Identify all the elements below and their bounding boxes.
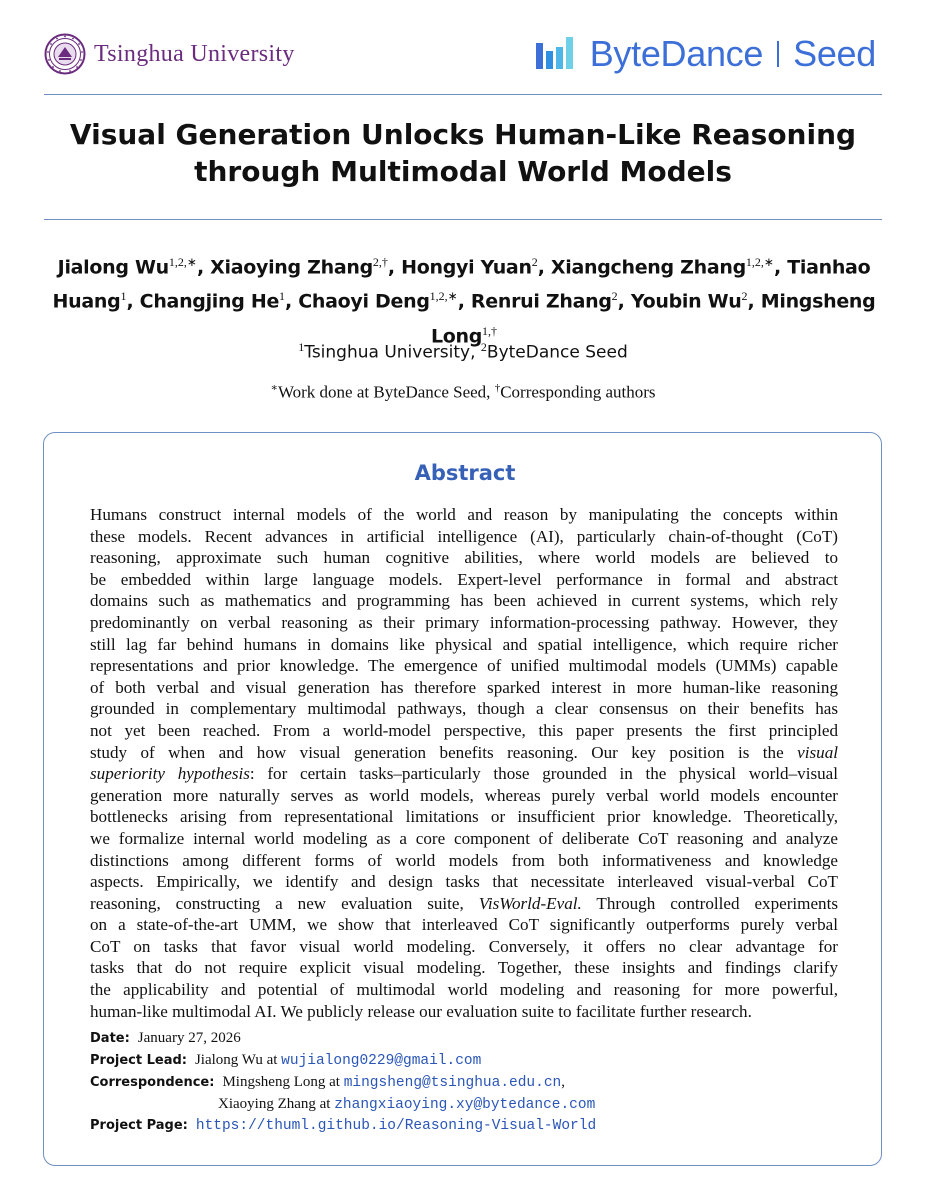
abstract-text: Through controlled experiments — [596, 893, 839, 913]
suite-name: VisWorld-Eval. — [478, 893, 582, 913]
corr1-email-link[interactable]: mingsheng@tsinghua.edu.cn — [343, 1075, 562, 1091]
abstract-text: : for certain tasks–particularly those grounded in the physical world–visual — [249, 764, 838, 784]
paper-title — [44, 116, 882, 190]
affil-name: Tsinghua University — [304, 342, 471, 363]
author-sup: 1 — [279, 289, 286, 304]
title-line-1: Visual Generation Unlocks Human-Like Reasoning — [69, 118, 857, 151]
seed-name: Seed — [793, 33, 876, 74]
lead-row — [90, 1049, 850, 1071]
abstract-body — [90, 504, 838, 1022]
tsinghua-seal-icon — [44, 33, 86, 75]
note-mark: † — [494, 382, 501, 394]
abstract-line: reasoning, approximate such human cognitive abilities, where world models are believed to — [90, 548, 838, 568]
date-value: January 27, 2026 — [137, 1030, 241, 1046]
author-sup: 1,2,∗ — [745, 255, 774, 269]
logo-divider — [777, 41, 779, 67]
abstract-emphasis: visual — [797, 742, 838, 762]
page-header — [44, 28, 882, 78]
abstract-line: generation more naturally serves as world models, whereas purely verbal world models encounter — [90, 785, 838, 805]
project-page-label: Project Page: — [90, 1118, 188, 1133]
abstract-line: the applicability and potential of multimodal world modeling and reasoning for more powerful, — [90, 980, 838, 1000]
abstract-line: representations and prior knowledge. The emergence of unified multimodal models (UMMs) capable — [90, 656, 838, 676]
corr1-name: Mingsheng Long at — [222, 1074, 340, 1090]
note-mark: ∗ — [270, 382, 278, 394]
author-name: Renrui Zhang — [470, 290, 612, 313]
abstract-line: we formalize internal world modeling as a core component of deliberate CoT reasoning and analyze — [90, 828, 838, 848]
abstract-line: domains such as mathematics and programming has been achieved in current systems, which rely — [90, 591, 838, 611]
abstract-line: predominantly on verbal reasoning as their primary information-processing pathway. However, they — [90, 612, 838, 632]
tsinghua-logo — [44, 33, 295, 75]
abstract-line: not yet been reached. From a world-model perspective, this paper presents the first principled — [90, 720, 838, 740]
author-name-part: Huang — [52, 290, 121, 313]
author-name: Xiaoying Zhang — [210, 256, 373, 279]
author-notes — [44, 381, 882, 403]
author-name: Jialong Wu — [57, 256, 169, 279]
abstract-line — [90, 893, 838, 915]
author-line-2: Huang$^1$, Changjing He$^1$, Chaoyi Deng$^{1,2,∗}$, Renrui Zhang$^2$, Youbin Wu$^2$, Mingsheng — [52, 289, 876, 313]
author-sup: 2 — [611, 289, 618, 304]
abstract-line: still lag far behind humans in domains like physical and spatial intelligence, which require richer — [90, 634, 838, 654]
date-label: Date: — [90, 1031, 130, 1046]
lead-name: Jialong Wu at — [194, 1052, 278, 1068]
tsinghua-name: Tsinghua University — [94, 40, 295, 67]
work-done-note: Work done at ByteDance Seed, — [277, 382, 491, 402]
corr2-email-link[interactable]: zhangxiaoying.xy@bytedance.com — [334, 1097, 596, 1113]
affil-sup: 2 — [480, 340, 487, 354]
title-rule — [44, 219, 882, 220]
project-page-link[interactable]: https://thuml.github.io/Reasoning-Visual-World — [195, 1118, 597, 1134]
author-name: Youbin Wu — [630, 290, 742, 313]
lead-email-link[interactable]: wujialong0229@gmail.com — [281, 1053, 482, 1069]
corresponding-note: Corresponding authors — [500, 382, 656, 402]
author-sup: 1 — [120, 289, 127, 304]
affiliations: $^1$Tsinghua University, $^2$ByteDance Seed — [298, 340, 628, 363]
abstract-line: of both verbal and visual generation has therefore sparked interest in more human-like reasoning — [90, 677, 838, 697]
author-name-part: Long — [430, 324, 483, 347]
author-name: Hongyi Yuan — [401, 256, 532, 279]
author-list — [36, 248, 892, 351]
date-row — [90, 1027, 850, 1049]
bytedance-name: ByteDance — [589, 33, 764, 74]
abstract-line: Humans construct internal models of the world and reason by manipulating the concepts within — [90, 505, 838, 524]
abstract-line — [90, 742, 838, 764]
affil-sup: 1 — [298, 340, 305, 354]
author-sup: 2 — [531, 255, 538, 269]
author-name: Xiangcheng Zhang — [550, 256, 746, 279]
abstract-line: these models. Recent advances in artificial intelligence (AI), particularly chain-of-thought (CoT) — [90, 526, 838, 546]
abstract-line: distinctions among different forms of world models from both informativeness and knowledge — [90, 850, 838, 870]
correspondence-row — [90, 1071, 850, 1093]
correspondence-label: Correspondence: — [90, 1075, 215, 1090]
abstract-line: on a state-of-the-art UMM, we show that interleaved CoT significantly outperforms purely verbal — [90, 915, 838, 935]
project-page-row — [90, 1115, 850, 1137]
title-line-2: through Multimodal World Models — [194, 155, 732, 188]
abstract-text: reasoning, constructing a new evaluation suite, — [90, 893, 464, 913]
correspondence-row-2 — [90, 1093, 850, 1115]
abstract-heading: Abstract — [414, 461, 516, 485]
header-rule — [44, 94, 882, 95]
corr2-name: Xiaoying Zhang at — [218, 1096, 331, 1112]
author-line-1: Jialong $Wu^{1,2,∗}$, Xiaoying Zhang$^{2,\dagger}$, Hongyi Yuan$^2$, Xiangcheng Zhang$^{1,2,∗}$, Tianhao — [57, 255, 871, 279]
author-sup: 2,† — [372, 255, 388, 269]
abstract-emphasis: superiority hypothesis — [90, 764, 250, 784]
author-name: Changjing He — [139, 290, 280, 313]
author-sup: 1,2,∗ — [429, 289, 458, 304]
author-name-part: Mingsheng — [760, 290, 876, 313]
abstract-line: be embedded within large language models. Expert-level performance in formal and abstract — [90, 569, 838, 589]
abstract-line: human-like multimodal AI. We publicly release our evaluation suite to facilitate further research. — [90, 1001, 752, 1021]
affil-name: ByteDance Seed — [486, 342, 628, 363]
abstract-line — [90, 763, 838, 785]
abstract-text: study of when and how visual generation benefits reasoning. Our key position is the — [90, 742, 784, 762]
paper-metadata — [90, 1027, 850, 1137]
abstract-line: aspects. Empirically, we identify and design tasks that necessitate interleaved visual-verbal CoT — [90, 872, 838, 892]
author-sup: 2 — [741, 289, 748, 304]
abstract-line: tasks that do not require explicit visual modeling. Together, these insights and findings clarify — [90, 958, 838, 978]
bytedance-bars-icon — [536, 37, 578, 71]
author-name: Chaoyi Deng — [298, 290, 430, 313]
author-sup: 1,† — [482, 323, 498, 338]
author-sup: 1,2,∗ — [168, 255, 197, 269]
author-name-part: Tianhao — [787, 256, 871, 279]
lead-label: Project Lead: — [90, 1053, 187, 1068]
corr-sep: , — [561, 1074, 565, 1090]
abstract-line: CoT on tasks that favor visual world modeling. Conversely, it offers no clear advantage for — [90, 936, 838, 956]
abstract-line: bottlenecks arising from representational limitations or insufficient prior knowledge. Theoretically, — [90, 807, 838, 827]
abstract-line: grounded in complementary multimodal pathways, though a clear consensus on their benefits has — [90, 699, 838, 719]
bytedance-seed-logo — [536, 33, 876, 75]
